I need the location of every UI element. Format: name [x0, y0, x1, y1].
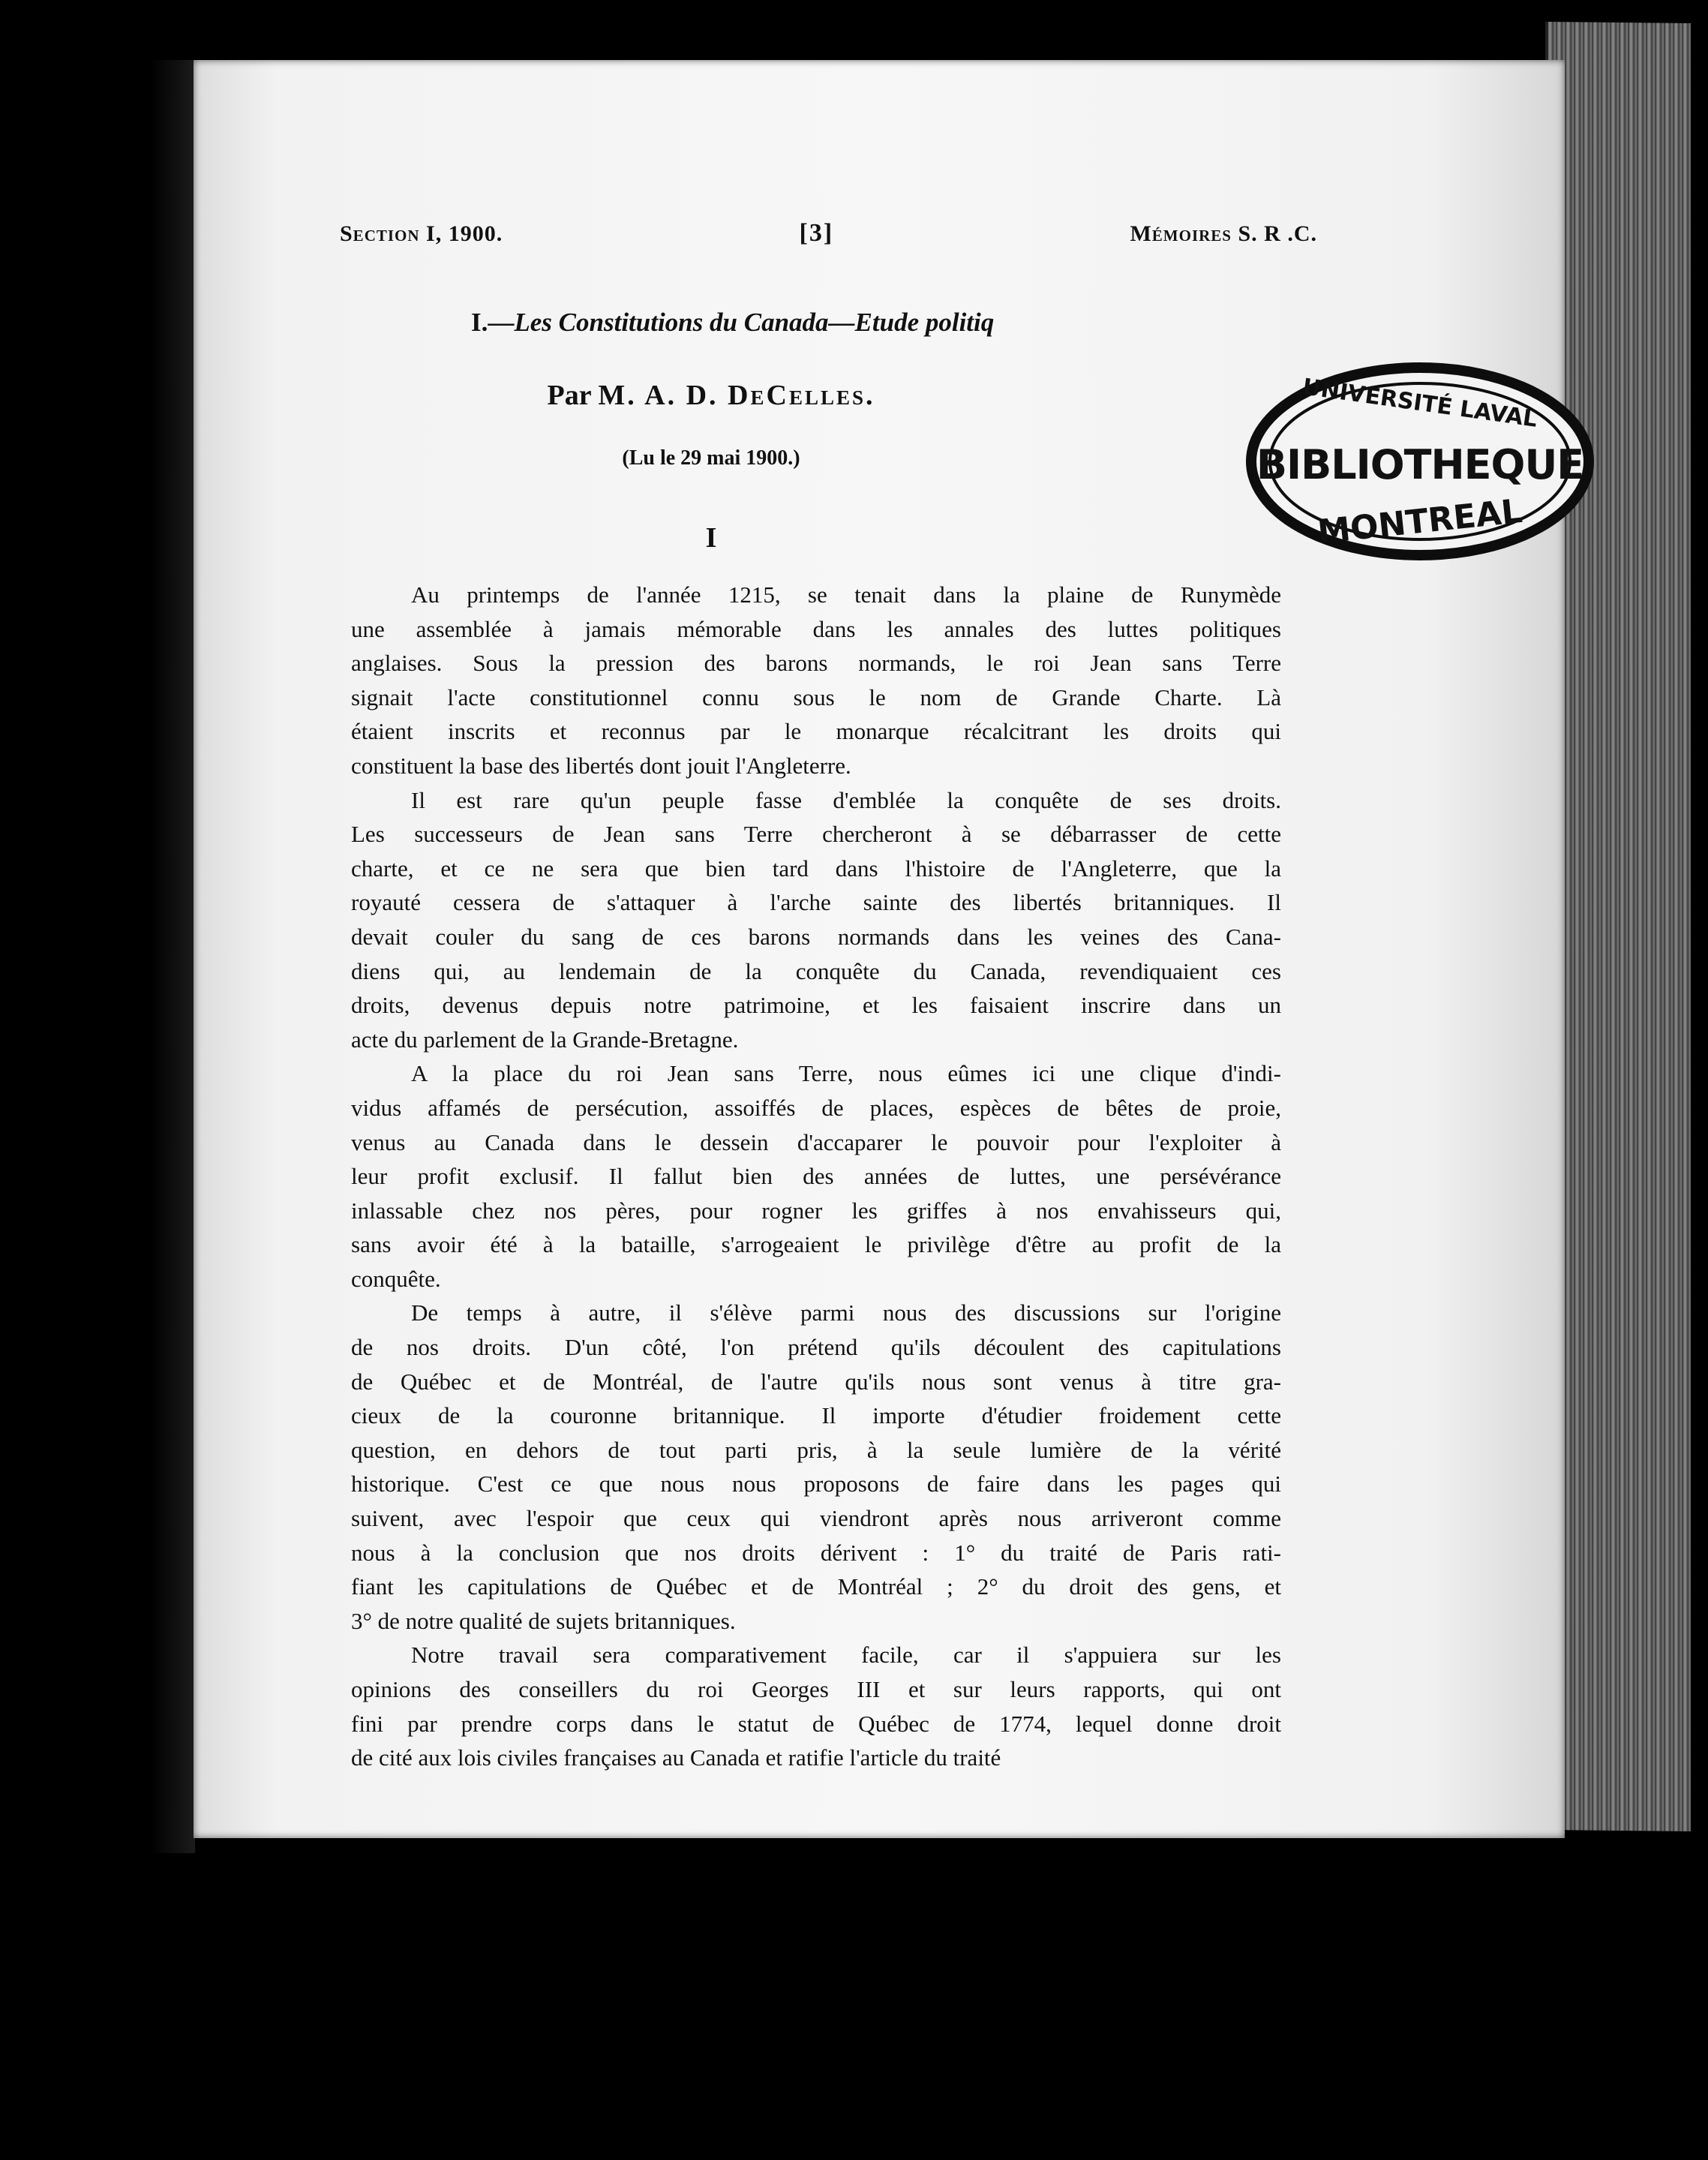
- book-gutter-shadow: [150, 60, 195, 1853]
- document-page: [194, 60, 1584, 1838]
- text-line: conquête.: [351, 1265, 441, 1292]
- text-line: De temps à autre, il s'élève parmi nous des discussions sur l'origine: [411, 1299, 1281, 1326]
- library-stamp: [1244, 360, 1596, 563]
- running-head: [340, 219, 1317, 248]
- text-line: inlassable chez nos pères, pour rogner les griffes à nos envahisseurs qui,: [351, 1197, 1281, 1224]
- text-line: royauté cessera de s'attaquer à l'arche sainte des libertés britanniques. Il: [351, 889, 1281, 916]
- author-line: [194, 379, 1229, 412]
- text-line: cieux de la couronne britannique. Il importe d'étudier froidement cette: [351, 1402, 1281, 1429]
- text-line: Notre travail sera comparativement facile, car il s'appuiera sur les: [411, 1642, 1281, 1669]
- article-title: [471, 308, 994, 338]
- text-line: droits, devenus depuis notre patrimoine, et les faisaient inscrire dans un: [351, 992, 1281, 1019]
- text-line: de cité aux lois civiles françaises au Canada et ratifie l'article du traité: [351, 1744, 1001, 1771]
- page-number: [3]: [799, 219, 834, 247]
- running-head-right: Mémoires S. R .C.: [1130, 221, 1317, 246]
- text-line: venus au Canada dans le dessein d'accaparer le pouvoir pour l'exploiter à: [351, 1128, 1281, 1155]
- book-page-edges: [1545, 22, 1691, 1831]
- text-line: sans avoir été à la bataille, s'arrogeaient le privilège d'être au profit de la: [351, 1231, 1281, 1258]
- text-line: fini par prendre corps dans le statut de Québec de 1774, lequel donne droit: [351, 1710, 1281, 1737]
- section-heading: I: [705, 522, 717, 554]
- text-line: de nos droits. D'un côté, l'on prétend qu'ils découlent des capitulations: [351, 1334, 1281, 1361]
- article-number: I.—: [471, 308, 515, 337]
- text-line: fiant les capitulations de Québec et de Montréal ; 2° du droit des gens, et: [351, 1573, 1281, 1600]
- text-line: A la place du roi Jean sans Terre, nous eûmes ici une clique d'indi-: [411, 1060, 1281, 1087]
- author-prefix: Par: [547, 380, 591, 411]
- text-line: Au printemps de l'année 1215, se tenait dans la plaine de Runymède: [411, 581, 1281, 608]
- stamp-bottom-text: MONTREAL: [1316, 491, 1524, 552]
- text-line: constituent la base des libertés dont jouit l'Angleterre.: [351, 752, 851, 779]
- text-line: opinions des conseillers du roi Georges III et sur leurs rapports, qui ont: [351, 1676, 1281, 1702]
- text-line: historique. C'est ce que nous nous proposons de faire dans les pages qui: [351, 1471, 1281, 1498]
- text-line: 3° de notre qualité de sujets britanniques.: [351, 1607, 736, 1634]
- text-line: Il est rare qu'un peuple fasse d'emblée la conquête de ses droits.: [411, 786, 1281, 813]
- text-line: devait couler du sang de ces barons normands dans les veines des Cana-: [351, 923, 1281, 950]
- text-line: étaient inscrits et reconnus par le monarque récalcitrant les droits qui: [351, 718, 1281, 745]
- text-line: charte, et ce ne sera que bien tard dans l'histoire de l'Angleterre, que la: [351, 855, 1281, 882]
- text-line: leur profit exclusif. Il fallut bien des années de luttes, une persévérance: [351, 1163, 1281, 1190]
- read-date: (Lu le 29 mai 1900.): [622, 446, 800, 470]
- text-line: de Québec et de Montréal, de l'autre qu'ils nous sont venus à titre gra-: [351, 1368, 1281, 1395]
- text-line: diens qui, au lendemain de la conquête du Canada, revendiquaient ces: [351, 957, 1281, 984]
- stamp-middle-text: BIBLIOTHEQUE: [1256, 441, 1584, 488]
- text-line: suivent, avec l'espoir que ceux qui viendront après nous arriveront comme: [351, 1505, 1281, 1532]
- article-title-text: Les Constitutions du Canada—Etude politiq: [514, 308, 995, 337]
- text-line: question, en dehors de tout parti pris, à la seule lumière de la vérité: [351, 1436, 1281, 1463]
- text-line: une assemblée à jamais mémorable dans les annales des luttes politiques: [351, 615, 1281, 642]
- text-line: acte du parlement de la Grande-Bretagne.: [351, 1026, 739, 1053]
- text-line: Les successeurs de Jean sans Terre chercheront à se débarrasser de cette: [351, 821, 1281, 848]
- author-name: M. A. D. DeCelles.: [598, 380, 875, 411]
- text-line: anglaises. Sous la pression des barons normands, le roi Jean sans Terre: [351, 650, 1281, 677]
- text-line: nous à la conclusion que nos droits dérivent : 1° du traité de Paris rati-: [351, 1539, 1281, 1566]
- text-line: vidus affamés de persécution, assoiffés de places, espèces de bêtes de proie,: [351, 1094, 1281, 1121]
- running-head-left: Section I, 1900.: [340, 221, 503, 246]
- text-line: signait l'acte constitutionnel connu sous le nom de Grande Charte. Là: [351, 683, 1281, 710]
- stamp-top-text: UNIVERSITÉ LAVAL: [1301, 374, 1539, 433]
- body-text: [351, 578, 1281, 1775]
